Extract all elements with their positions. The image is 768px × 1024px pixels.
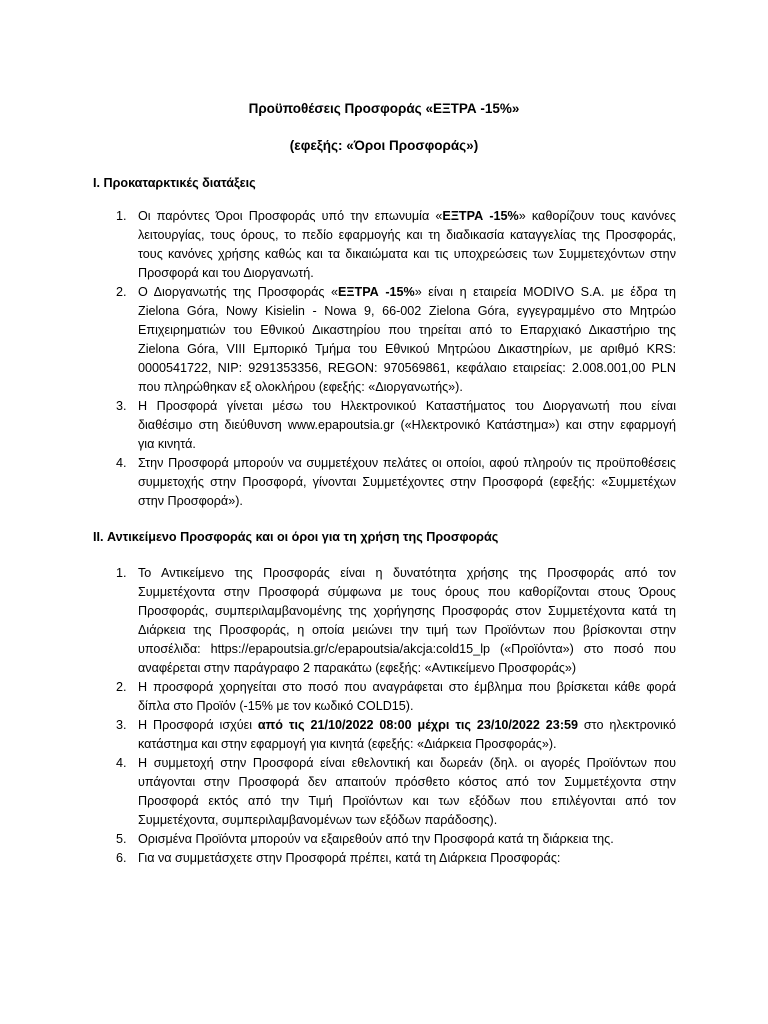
list-item-text xyxy=(138,454,676,511)
text-line: Συμμετέχοντα στην Προσφορά σύμφωνα με τους όρους που καθορίζονται στους Όρους xyxy=(138,585,676,599)
text-segment: Η Προσφορά ισχύει xyxy=(138,718,258,732)
list-item-text xyxy=(138,397,676,454)
list-item-number: 2. xyxy=(116,285,127,299)
list-item-text xyxy=(138,830,676,849)
list-item-number: 1. xyxy=(116,566,127,580)
text-line: Συμμετέχοντα, συμπεριλαμβανομένων των εξόδων παράδοσης). xyxy=(138,813,498,827)
text-line: Στην Προσφορά μπορούν να συμμετέχουν πελάτες οι οποίοι, αφού πληρούν τις προϋποθέσεις xyxy=(138,456,676,470)
text-line: διαθέσιμο στη διεύθυνση www.epapoutsia.gr («Ηλεκτρονικό Κατάστημα») και στην εφαρμογή xyxy=(138,418,676,432)
text-line: Επιχειρηματιών του Εθνικού Δικαστηρίου που τηρείται από το Επαρχιακό Δικαστήριο της xyxy=(138,323,676,337)
list-item xyxy=(0,283,768,397)
list-item xyxy=(0,207,768,283)
list-item-text xyxy=(138,678,676,716)
text-line xyxy=(138,283,676,302)
text-segment: Ο Διοργανωτής της Προσφοράς « xyxy=(138,285,339,299)
text-line: λειτουργίας, τους όρους, το πεδίο εφαρμογής και τη διαδικασία καταγγελίας της Προσφοράς, xyxy=(138,228,676,242)
text-line: Η Προσφορά γίνεται μέσω του Ηλεκτρονικού Καταστήματος του Διοργανωτή που είναι xyxy=(138,399,676,413)
text-line: Zielona Góra, Nowy Kisielin - Nowa 9, 66-002 Zielona Góra, εγγεγραμμένο στο Μητρώο xyxy=(138,304,676,318)
list-item-number: 5. xyxy=(116,832,127,846)
list-item-number: 3. xyxy=(116,718,127,732)
list-item-number: 1. xyxy=(116,209,127,223)
text-line: Για να συμμετάσχετε στην Προσφορά πρέπει, κατά τη Διάρκεια Προσφοράς: xyxy=(138,851,561,865)
list-item-number: 4. xyxy=(116,456,127,470)
document-subtitle: (εφεξής: «Όροι Προσφοράς») xyxy=(289,138,479,153)
text-line: που πληρώθηκαν εξ ολοκλήρου (εφεξής: «Διοργανωτής»). xyxy=(138,380,463,394)
text-line: Zielona Góra, VIII Εμπορικό Τμήμα του Εθνικού Μητρώου Δικαστηρίων, με αριθμό KRS: xyxy=(138,342,676,356)
text-line: τους κανόνες χρήσης καθώς και τα δικαιώματα και τις υποχρεώσεις των Συμμετεχόντων στην xyxy=(138,247,676,261)
text-segment: » είναι η εταιρεία MODIVO S.A. με έδρα τη xyxy=(414,285,677,299)
list-item-number: 2. xyxy=(116,680,127,694)
text-line: Διάρκεια της Προσφοράς, η οποία μειώνει την τιμή των Προϊόντων που βρίσκονται στην xyxy=(138,623,676,637)
section-2-heading: II. Αντικείμενο Προσφοράς και οι όροι για τη χρήση της Προσφοράς xyxy=(93,530,499,544)
list-item xyxy=(0,397,768,454)
section-1-list xyxy=(0,207,768,511)
text-line: 0000541722, NIP: 9291353356, REGON: 970569861, κεφάλαιο εταιρείας: 2.008.001,00 PLN xyxy=(138,361,676,375)
list-item xyxy=(0,754,768,830)
text-line: συμμετοχής στην Προσφορά, γίνονται Συμμετέχοντες στην Προσφορά (εφεξής: «Συμμετέχων xyxy=(138,475,676,489)
list-item-text xyxy=(138,716,676,754)
text-line: για κινητά. xyxy=(138,437,196,451)
text-line: Το Αντικείμενο της Προσφοράς είναι η δυνατότητα χρήσης της Προσφοράς από τον xyxy=(138,566,676,580)
text-line: αναφέρεται στην παράγραφο 2 παρακάτω (εφεξής: «Αντικείμενο Προσφοράς») xyxy=(138,661,577,675)
text-line: στην Προσφορά»). xyxy=(138,494,243,508)
text-line: Προσφορά εκτός από την Τιμή Προϊόντων και των εξόδων που επιλέγονται από τον xyxy=(138,794,676,808)
list-item-text xyxy=(138,283,676,397)
section-1-heading: I. Προκαταρκτικές διατάξεις xyxy=(93,176,256,190)
text-line: Προσφορά και του Διοργανωτή. xyxy=(138,266,314,280)
text-line: υπάγονται στην Προσφορά δεν απαιτούν πρόσθετο κόστος από τον Συμμετέχοντα στην xyxy=(138,775,676,789)
text-line: κατάστημα και στην εφαρμογή για κινητά (εφεξής: «Διάρκεια Προσφοράς»). xyxy=(138,737,557,751)
list-item-text xyxy=(138,207,676,283)
list-item xyxy=(0,454,768,511)
text-line: υποσέλιδα: https://epapoutsia.gr/c/epapoutsia/akcja:cold15_lp («Προϊόντα») στο ποσό που xyxy=(138,642,676,656)
bold-text: ΕΞΤΡΑ -15% xyxy=(442,209,519,223)
text-segment: Οι παρόντες Όροι Προσφοράς υπό την επωνυμία « xyxy=(138,209,443,223)
list-item-text xyxy=(138,564,676,678)
text-line xyxy=(138,207,676,226)
text-line: δίπλα στο Προϊόν (-15% με τον κωδικό COLD15). xyxy=(138,699,414,713)
text-line: Προσφοράς, συμπεριλαμβανομένης της χορήγησης Προσφοράς στον Συμμετέχοντα κατά τη xyxy=(138,604,676,618)
text-segment: » καθορίζουν τους κανόνες xyxy=(518,209,676,223)
text-line xyxy=(138,716,676,735)
list-item-number: 4. xyxy=(116,756,127,770)
bold-text: από τις 21/10/2022 08:00 μέχρι τις 23/10/2022 23:59 xyxy=(257,718,579,732)
list-item-number: 3. xyxy=(116,399,127,413)
list-item xyxy=(0,830,768,849)
section-2-list xyxy=(0,564,768,868)
list-item xyxy=(0,678,768,716)
bold-text: ΕΞΤΡΑ -15% xyxy=(338,285,415,299)
list-item-text xyxy=(138,849,676,868)
list-item xyxy=(0,849,768,868)
document-title: Προϋποθέσεις Προσφοράς «ΕΞΤΡΑ -15%» xyxy=(248,101,520,116)
list-item xyxy=(0,716,768,754)
text-line: Ορισμένα Προϊόντα μπορούν να εξαιρεθούν από την Προσφορά κατά τη διάρκεια της. xyxy=(138,832,614,846)
list-item xyxy=(0,564,768,678)
text-line: Η συμμετοχή στην Προσφορά είναι εθελοντική και δωρεάν (δηλ. οι αγορές Προϊόντων που xyxy=(138,756,676,770)
list-item-text xyxy=(138,754,676,830)
list-item-number: 6. xyxy=(116,851,127,865)
text-line: Η προσφορά χορηγείται στο ποσό που αναγράφεται στο έμβλημα που βρίσκεται κάθε φορά xyxy=(138,680,676,694)
text-segment: στο ηλεκτρονικό xyxy=(578,718,676,732)
